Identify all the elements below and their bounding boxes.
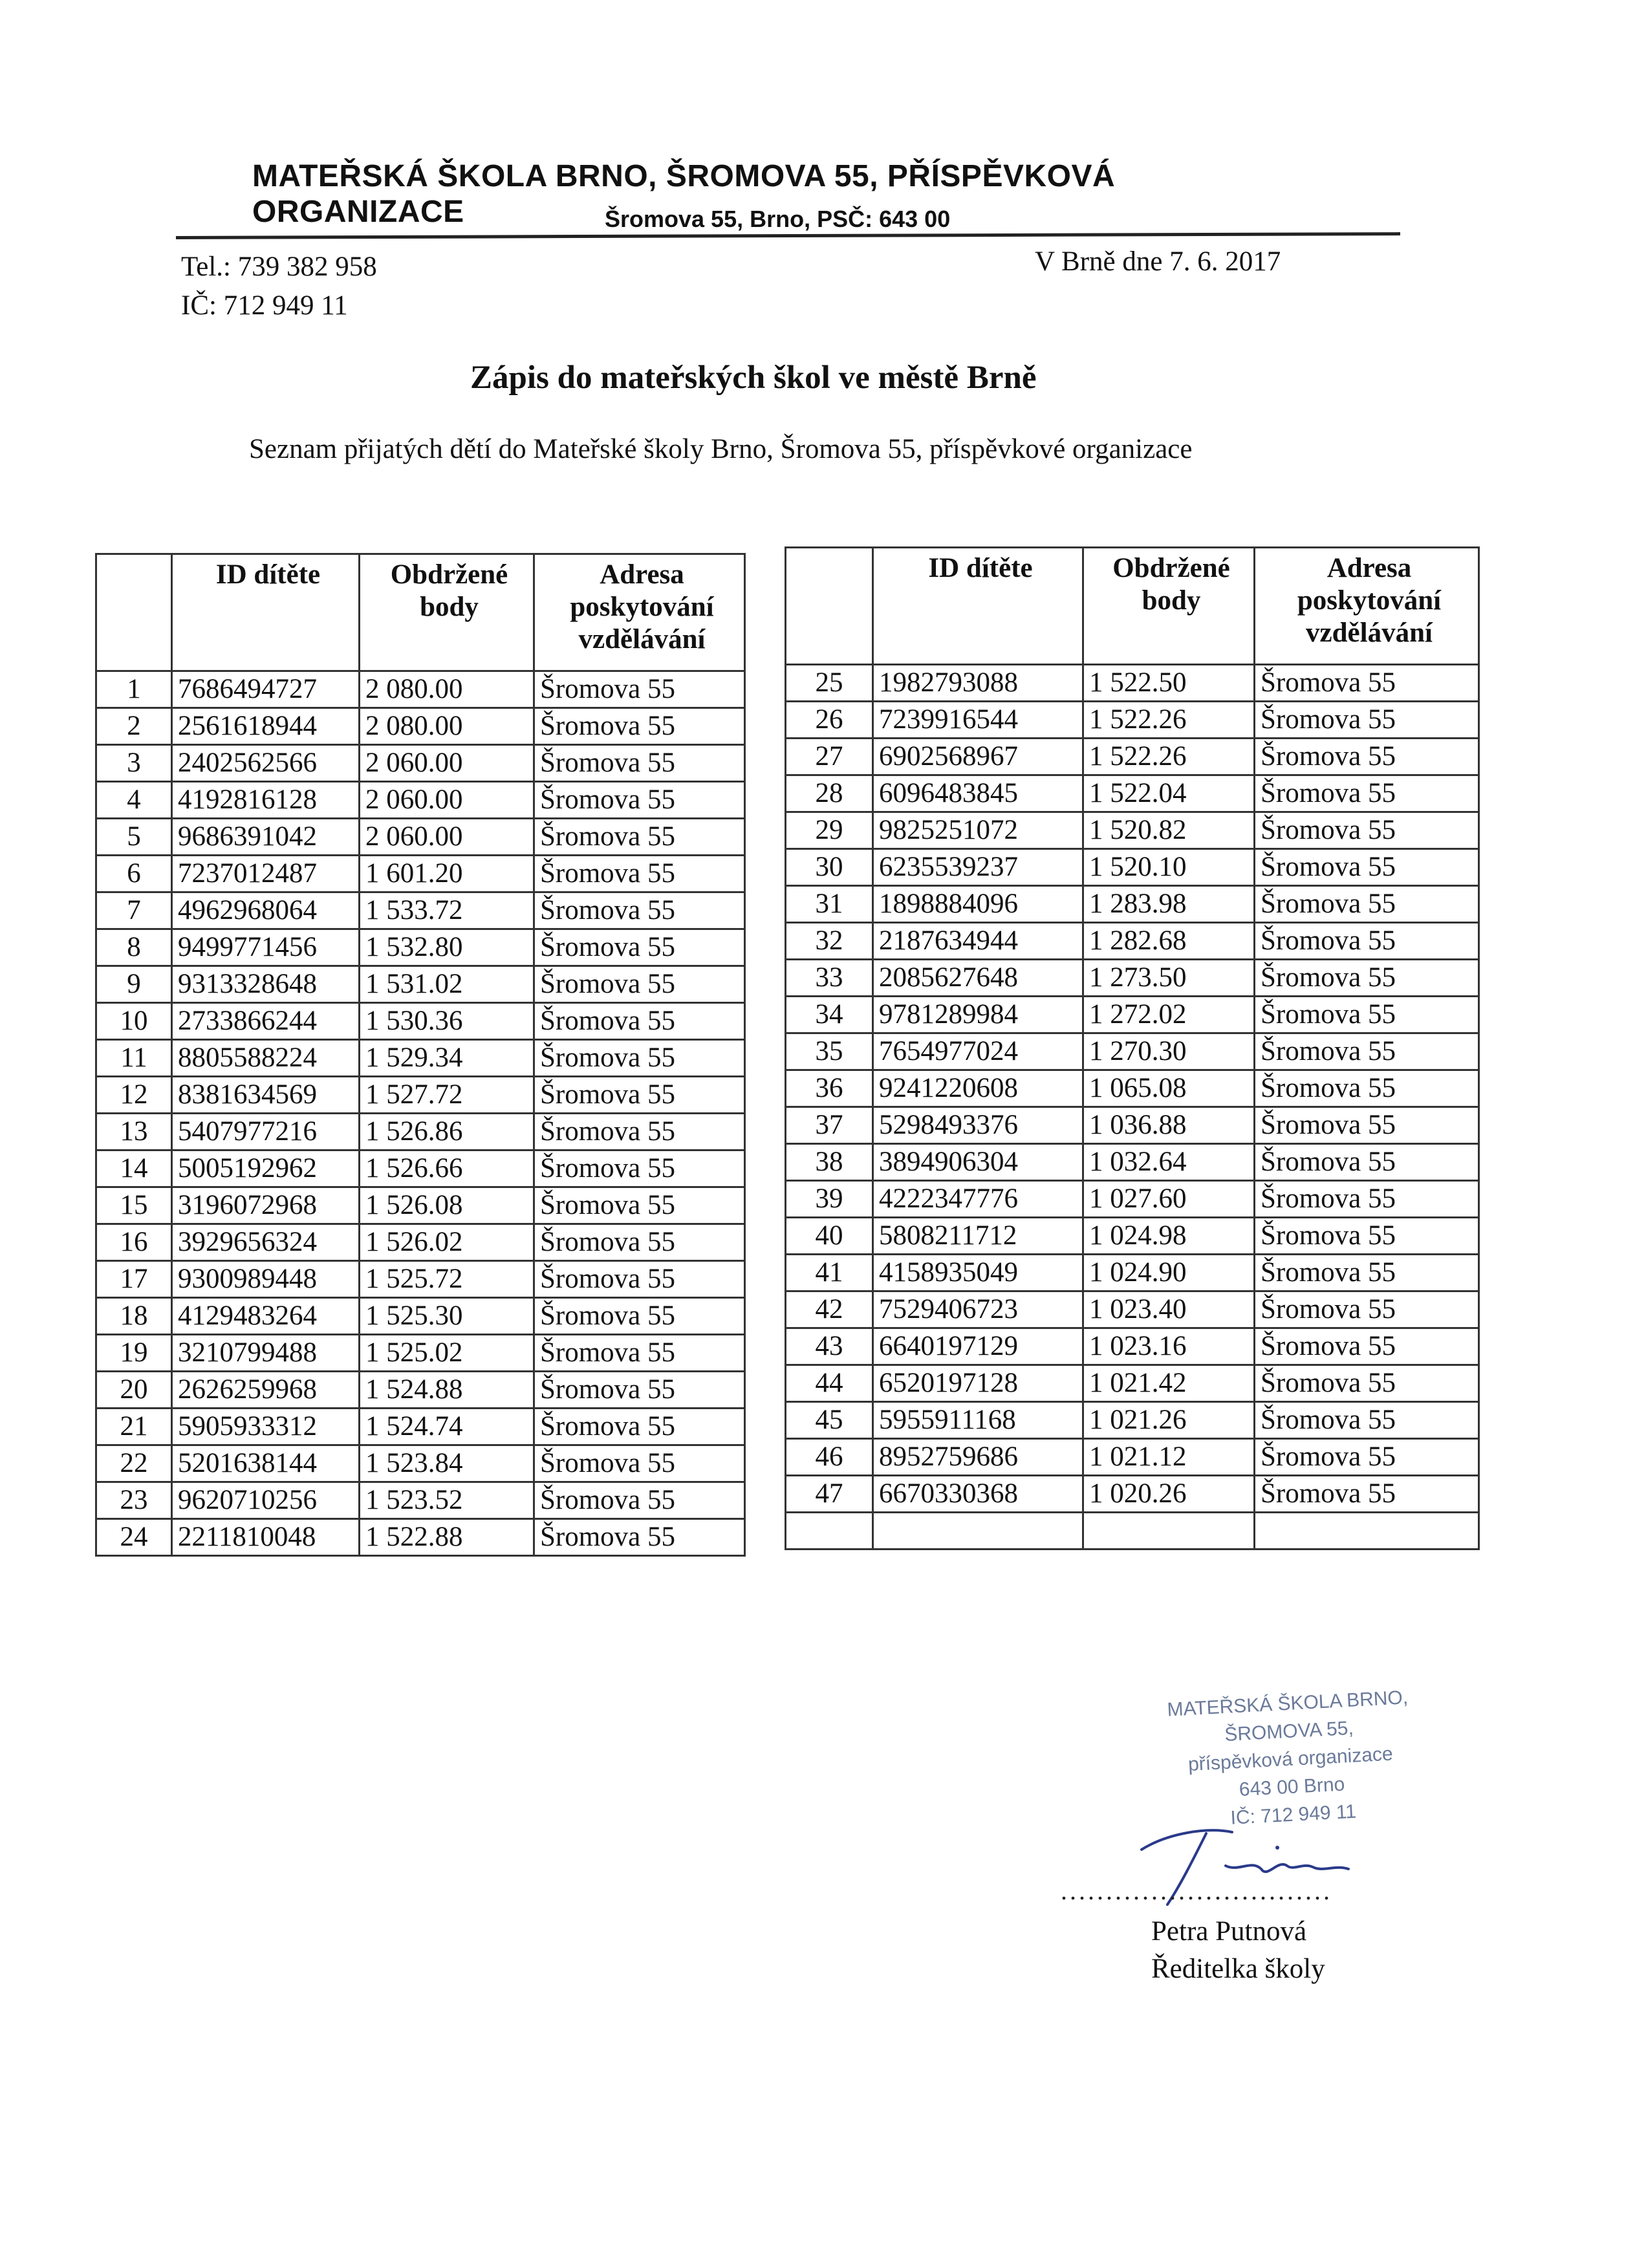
child-id: 2733866244: [172, 1003, 360, 1040]
address: Šromova 55: [1255, 1291, 1479, 1328]
child-id: 5201638144: [172, 1445, 360, 1482]
child-id: 3210799488: [172, 1335, 360, 1372]
document-date: V Brně dne 7. 6. 2017: [1035, 246, 1281, 277]
table-row: [96, 1003, 745, 1040]
child-id: 5955911168: [873, 1402, 1083, 1439]
points: 1 601.20: [360, 856, 534, 892]
child-id: 9781289984: [873, 997, 1083, 1033]
child-id: 5407977216: [172, 1114, 360, 1150]
table-row: [96, 671, 745, 708]
address: Šromova 55: [534, 671, 745, 708]
points: 1 526.66: [360, 1150, 534, 1187]
points: 1 525.30: [360, 1298, 534, 1335]
points: 1 524.74: [360, 1409, 534, 1445]
points: 1 027.60: [1083, 1181, 1255, 1218]
row-index: 13: [96, 1114, 172, 1150]
child-id: 1982793088: [873, 665, 1083, 702]
table-row: [786, 886, 1479, 923]
child-id: 2085627648: [873, 960, 1083, 997]
child-id: 6670330368: [873, 1476, 1083, 1513]
table-row: [786, 1439, 1479, 1476]
address: Šromova 55: [534, 892, 745, 929]
address: Šromova 55: [534, 745, 745, 782]
row-index: 35: [786, 1033, 873, 1070]
row-index: 6: [96, 856, 172, 892]
table-row: [96, 1335, 745, 1372]
row-index: 9: [96, 966, 172, 1003]
child-id: 5808211712: [873, 1218, 1083, 1255]
phone-number: Tel.: 739 382 958: [181, 252, 377, 282]
child-id: 5905933312: [172, 1409, 360, 1445]
child-id: 3894906304: [873, 1144, 1083, 1181]
signature-line: ..............................: [1061, 1876, 1332, 1905]
address: Šromova 55: [1255, 1439, 1479, 1476]
header-points: Obdržené body: [1083, 548, 1255, 665]
address: Šromova 55: [1255, 1476, 1479, 1513]
table-row: [786, 1402, 1479, 1439]
address: [1255, 1513, 1479, 1550]
address: Šromova 55: [534, 1150, 745, 1187]
address: Šromova 55: [1255, 1181, 1479, 1218]
address: Šromova 55: [534, 929, 745, 966]
address: Šromova 55: [1255, 1365, 1479, 1402]
table-row: [96, 819, 745, 856]
row-index: 10: [96, 1003, 172, 1040]
table-row: [786, 923, 1479, 960]
row-index: 43: [786, 1328, 873, 1365]
stamp-line: IČ: 712 949 11: [1229, 1800, 1357, 1829]
table-row: [786, 1513, 1479, 1550]
row-index: 39: [786, 1181, 873, 1218]
stamp-line: MATEŘSKÁ ŠKOLA BRNO,: [1166, 1687, 1409, 1721]
child-id: 8381634569: [172, 1077, 360, 1114]
address: Šromova 55: [1255, 1328, 1479, 1365]
enrollment-table-right: [785, 546, 1480, 1550]
points: 2 060.00: [360, 782, 534, 819]
row-index: 47: [786, 1476, 873, 1513]
child-id: 4222347776: [873, 1181, 1083, 1218]
child-id: 5298493376: [873, 1107, 1083, 1144]
address: Šromova 55: [534, 1519, 745, 1556]
stamp-line: ŠROMOVA 55,: [1224, 1717, 1354, 1746]
points: 1 527.72: [360, 1077, 534, 1114]
child-id: 3196072968: [172, 1187, 360, 1224]
child-id: 9620710256: [172, 1482, 360, 1519]
points: 1 529.34: [360, 1040, 534, 1077]
row-index: 46: [786, 1439, 873, 1476]
address: Šromova 55: [534, 1077, 745, 1114]
table-row: [96, 1519, 745, 1556]
table-row: [786, 1218, 1479, 1255]
header-child-id: ID dítěte: [172, 554, 360, 671]
points: 1 021.26: [1083, 1402, 1255, 1439]
address: Šromova 55: [1255, 886, 1479, 923]
row-index: 15: [96, 1187, 172, 1224]
child-id: 2626259968: [172, 1372, 360, 1409]
address: Šromova 55: [1255, 1033, 1479, 1070]
row-index: 37: [786, 1107, 873, 1144]
address: Šromova 55: [1255, 1218, 1479, 1255]
stamp-line: 643 00 Brno: [1239, 1773, 1346, 1801]
row-index: 7: [96, 892, 172, 929]
child-id: 6902568967: [873, 739, 1083, 775]
row-index: 12: [96, 1077, 172, 1114]
table-row: [96, 1224, 745, 1261]
row-index: 1: [96, 671, 172, 708]
child-id: 9825251072: [873, 812, 1083, 849]
address: Šromova 55: [1255, 1255, 1479, 1291]
child-id: 4129483264: [172, 1298, 360, 1335]
address: Šromova 55: [534, 1224, 745, 1261]
child-id: 1898884096: [873, 886, 1083, 923]
table-row: [96, 1445, 745, 1482]
address: Šromova 55: [534, 1114, 745, 1150]
address: Šromova 55: [534, 856, 745, 892]
points: 1 270.30: [1083, 1033, 1255, 1070]
row-index: 27: [786, 739, 873, 775]
address: Šromova 55: [1255, 849, 1479, 886]
address: Šromova 55: [1255, 739, 1479, 775]
address: Šromova 55: [1255, 812, 1479, 849]
child-id: 8952759686: [873, 1439, 1083, 1476]
address: Šromova 55: [1255, 1070, 1479, 1107]
child-id: 7654977024: [873, 1033, 1083, 1070]
row-index: 34: [786, 997, 873, 1033]
row-index: 29: [786, 812, 873, 849]
table-row: [96, 782, 745, 819]
child-id: 8805588224: [172, 1040, 360, 1077]
table-row: [786, 1255, 1479, 1291]
address: Šromova 55: [534, 1003, 745, 1040]
header-points: Obdržené body: [360, 554, 534, 671]
table-row: [786, 849, 1479, 886]
organization-address: Šromova 55, Brno, PSČ: 643 00: [605, 206, 951, 232]
table-row: [96, 892, 745, 929]
child-id: 2402562566: [172, 745, 360, 782]
row-index: 28: [786, 775, 873, 812]
points: 1 523.84: [360, 1445, 534, 1482]
points: 1 522.04: [1083, 775, 1255, 812]
row-index: 26: [786, 702, 873, 739]
points: 1 273.50: [1083, 960, 1255, 997]
points: 1 023.40: [1083, 1291, 1255, 1328]
table-row: [786, 665, 1479, 702]
row-index: 2: [96, 708, 172, 745]
address: Šromova 55: [534, 1445, 745, 1482]
child-id: 9241220608: [873, 1070, 1083, 1107]
row-index: 41: [786, 1255, 873, 1291]
table-row: [96, 1261, 745, 1298]
address: Šromova 55: [1255, 1144, 1479, 1181]
address: Šromova 55: [1255, 960, 1479, 997]
points: 1 522.26: [1083, 739, 1255, 775]
table-row: [96, 1040, 745, 1077]
row-index: 33: [786, 960, 873, 997]
address: Šromova 55: [1255, 665, 1479, 702]
points: 1 024.90: [1083, 1255, 1255, 1291]
child-id: [873, 1513, 1083, 1550]
child-id: 7237012487: [172, 856, 360, 892]
header-divider: [176, 232, 1400, 239]
header-address: Adresa poskytování vzdělávání: [1255, 548, 1479, 665]
row-index: 16: [96, 1224, 172, 1261]
row-index: 44: [786, 1365, 873, 1402]
points: 1 522.88: [360, 1519, 534, 1556]
points: 1 526.02: [360, 1224, 534, 1261]
row-index: 23: [96, 1482, 172, 1519]
address: Šromova 55: [534, 1298, 745, 1335]
points: 2 060.00: [360, 745, 534, 782]
points: 1 524.88: [360, 1372, 534, 1409]
child-id: 4192816128: [172, 782, 360, 819]
child-id: 9686391042: [172, 819, 360, 856]
points: 1 530.36: [360, 1003, 534, 1040]
points: 1 021.42: [1083, 1365, 1255, 1402]
table-row: [786, 1476, 1479, 1513]
child-id: 2211810048: [172, 1519, 360, 1556]
signer-role: Ředitelka školy: [1151, 1954, 1325, 1984]
points: 1 532.80: [360, 929, 534, 966]
table-row: [786, 1291, 1479, 1328]
points: 1 523.52: [360, 1482, 534, 1519]
address: Šromova 55: [534, 1261, 745, 1298]
address: Šromova 55: [1255, 775, 1479, 812]
row-index: 19: [96, 1335, 172, 1372]
table-row: [96, 856, 745, 892]
points: 1 520.82: [1083, 812, 1255, 849]
address: Šromova 55: [534, 1040, 745, 1077]
address: Šromova 55: [1255, 1402, 1479, 1439]
points: 2 080.00: [360, 708, 534, 745]
row-index: 21: [96, 1409, 172, 1445]
address: Šromova 55: [534, 708, 745, 745]
row-index: 11: [96, 1040, 172, 1077]
table-row: [96, 745, 745, 782]
header-address: Adresa poskytování vzdělávání: [534, 554, 745, 671]
table-row: [96, 1077, 745, 1114]
address: Šromova 55: [534, 1482, 745, 1519]
row-index: 17: [96, 1261, 172, 1298]
table-row: [786, 1181, 1479, 1218]
child-id: 7239916544: [873, 702, 1083, 739]
enrollment-table-left: [95, 553, 746, 1557]
table-row: [96, 1482, 745, 1519]
address: Šromova 55: [534, 1187, 745, 1224]
points: 1 283.98: [1083, 886, 1255, 923]
row-index: 4: [96, 782, 172, 819]
child-id: 4158935049: [873, 1255, 1083, 1291]
table-row: [96, 929, 745, 966]
points: 1 526.86: [360, 1114, 534, 1150]
child-id: 6640197129: [873, 1328, 1083, 1365]
table-row: [96, 1372, 745, 1409]
points: 2 060.00: [360, 819, 534, 856]
points: 1 520.10: [1083, 849, 1255, 886]
signer-name: Petra Putnová: [1151, 1916, 1307, 1947]
points: 1 522.26: [1083, 702, 1255, 739]
row-index: 24: [96, 1519, 172, 1556]
table-row: [786, 739, 1479, 775]
table-row: [786, 812, 1479, 849]
table-row: [786, 1144, 1479, 1181]
header-index: [96, 554, 172, 671]
row-index: 32: [786, 923, 873, 960]
points: 1 272.02: [1083, 997, 1255, 1033]
points: 1 533.72: [360, 892, 534, 929]
address: Šromova 55: [534, 1335, 745, 1372]
points: 1 036.88: [1083, 1107, 1255, 1144]
address: Šromova 55: [534, 966, 745, 1003]
table-row: [786, 1365, 1479, 1402]
points: 1 526.08: [360, 1187, 534, 1224]
table-row: [96, 1187, 745, 1224]
address: Šromova 55: [534, 782, 745, 819]
points: 1 065.08: [1083, 1070, 1255, 1107]
table-row: [786, 1033, 1479, 1070]
address: Šromova 55: [534, 1409, 745, 1445]
table-row: [786, 997, 1479, 1033]
row-index: 31: [786, 886, 873, 923]
points: 1 024.98: [1083, 1218, 1255, 1255]
row-index: 25: [786, 665, 873, 702]
points: 1 020.26: [1083, 1476, 1255, 1513]
row-index: 8: [96, 929, 172, 966]
row-index: 18: [96, 1298, 172, 1335]
row-index: 38: [786, 1144, 873, 1181]
child-id: 5005192962: [172, 1150, 360, 1187]
row-index: 5: [96, 819, 172, 856]
table-row: [786, 1328, 1479, 1365]
document-subtitle: Seznam přijatých dětí do Mateřské školy Brno, Šromova 55, příspěvkové organizace: [249, 434, 1193, 464]
table-row: [786, 775, 1479, 812]
child-id: 6096483845: [873, 775, 1083, 812]
child-id: 6520197128: [873, 1365, 1083, 1402]
table-row: [786, 1107, 1479, 1144]
row-index: 40: [786, 1218, 873, 1255]
table-row: [96, 708, 745, 745]
table-row: [786, 1070, 1479, 1107]
child-id: 7529406723: [873, 1291, 1083, 1328]
points: 1 282.68: [1083, 923, 1255, 960]
table-header-row: [96, 554, 745, 671]
child-id: 7686494727: [172, 671, 360, 708]
table-row: [96, 1409, 745, 1445]
table-row: [96, 1114, 745, 1150]
company-id: IČ: 712 949 11: [181, 290, 348, 321]
address: Šromova 55: [534, 1372, 745, 1409]
row-index: 45: [786, 1402, 873, 1439]
address: Šromova 55: [1255, 1107, 1479, 1144]
child-id: 9499771456: [172, 929, 360, 966]
row-index: 3: [96, 745, 172, 782]
address: Šromova 55: [534, 819, 745, 856]
row-index: 42: [786, 1291, 873, 1328]
address: Šromova 55: [1255, 997, 1479, 1033]
header-child-id: ID dítěte: [873, 548, 1083, 665]
points: 2 080.00: [360, 671, 534, 708]
school-stamp: [1138, 1682, 1443, 1837]
table-row: [786, 960, 1479, 997]
row-index: 30: [786, 849, 873, 886]
stamp-line: příspěvková organizace: [1187, 1743, 1394, 1776]
points: 1 531.02: [360, 966, 534, 1003]
row-index: 22: [96, 1445, 172, 1482]
points: [1083, 1513, 1255, 1550]
child-id: 4962968064: [172, 892, 360, 929]
table-header-row: [786, 548, 1479, 665]
child-id: 3929656324: [172, 1224, 360, 1261]
child-id: 2561618944: [172, 708, 360, 745]
row-index: [786, 1513, 873, 1550]
row-index: 14: [96, 1150, 172, 1187]
points: 1 522.50: [1083, 665, 1255, 702]
address: Šromova 55: [1255, 923, 1479, 960]
points: 1 032.64: [1083, 1144, 1255, 1181]
child-id: 6235539237: [873, 849, 1083, 886]
header-index: [786, 548, 873, 665]
table-row: [96, 966, 745, 1003]
document-title: Zápis do mateřských škol ve městě Brně: [470, 360, 1037, 396]
row-index: 20: [96, 1372, 172, 1409]
table-row: [96, 1298, 745, 1335]
table-row: [96, 1150, 745, 1187]
table-row: [786, 702, 1479, 739]
points: 1 525.02: [360, 1335, 534, 1372]
address: Šromova 55: [1255, 702, 1479, 739]
child-id: 9300989448: [172, 1261, 360, 1298]
points: 1 525.72: [360, 1261, 534, 1298]
organization-name: MATEŘSKÁ ŠKOLA BRNO, ŠROMOVA 55, PŘÍSPĚVKOVÁ ORGANIZACE: [252, 159, 1116, 229]
points: 1 021.12: [1083, 1439, 1255, 1476]
child-id: 2187634944: [873, 923, 1083, 960]
child-id: 9313328648: [172, 966, 360, 1003]
points: 1 023.16: [1083, 1328, 1255, 1365]
row-index: 36: [786, 1070, 873, 1107]
